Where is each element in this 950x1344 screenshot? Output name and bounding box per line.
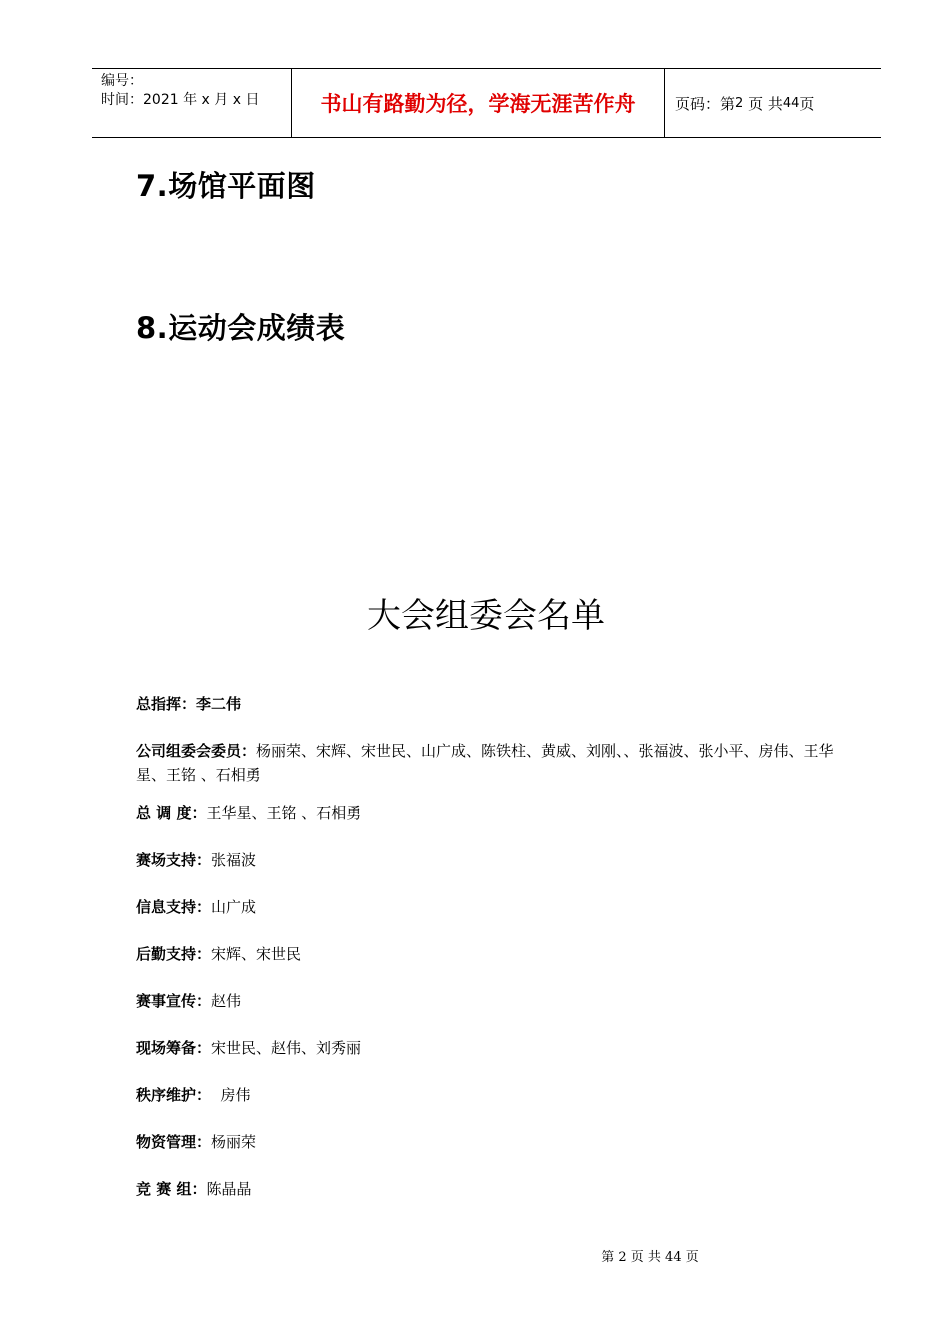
entry-commander [136, 692, 856, 716]
time-year: 2021 [143, 92, 179, 108]
entry-dispatch [136, 801, 856, 825]
entry-value: 山广成 [211, 898, 257, 916]
page-mid: 页 共 [748, 94, 783, 113]
entry-value: 李二伟 [196, 695, 242, 713]
section-heading-8: 8.运动会成绩表 [136, 311, 346, 345]
entry-value: 宋辉、宋世民 [211, 945, 302, 963]
entry-label: 赛事宣传： [136, 992, 212, 1010]
page-total: 44 [782, 95, 800, 111]
number-label: 编号： [101, 73, 143, 89]
header-page-number [665, 69, 881, 137]
entry-value: 杨丽荣 [211, 1133, 257, 1151]
entry-materials [136, 1130, 856, 1154]
page-header [92, 68, 881, 138]
entry-venue-support [136, 848, 856, 872]
entry-value: 陈晶晶 [206, 1180, 252, 1198]
page-footer: 第 2 页 共 44 页 [601, 1250, 699, 1265]
time-rest: 年 x 月 x 日 [178, 92, 260, 108]
time-prefix: 时间： [101, 92, 143, 108]
entry-site-preparation [136, 1036, 856, 1060]
entry-label: 总 调 度： [136, 804, 207, 822]
entry-label: 赛场支持： [136, 851, 212, 869]
entry-label: 后勤支持： [136, 945, 212, 963]
entry-label: 秩序维护： [136, 1086, 212, 1104]
entry-label: 信息支持： [136, 898, 212, 916]
page-prefix: 页码：第 [675, 94, 736, 113]
entry-label: 总指挥： [136, 695, 197, 713]
entry-label: 竞 赛 组： [136, 1180, 207, 1198]
entry-publicity [136, 989, 856, 1013]
entry-order-maintenance [136, 1083, 856, 1107]
entry-value: 赵伟 [211, 992, 242, 1010]
entry-value: 杨丽荣、宋辉、宋世民、山广成、陈铁柱、黄威、刘刚、、张福波、张小平、房伟、王华星、王铭 、石相勇 [136, 742, 834, 784]
entry-logistics-support [136, 942, 856, 966]
entry-committee-members [136, 739, 856, 787]
entry-value: 张福波 [211, 851, 257, 869]
entry-label: 现场筹备： [136, 1039, 212, 1057]
entry-value: 王华星、王铭 、石相勇 [206, 804, 362, 822]
entry-label: 物资管理： [136, 1133, 212, 1151]
page-suffix: 页 [799, 94, 815, 113]
entry-label: 公司组委会委员： [136, 742, 257, 760]
entry-info-support [136, 895, 856, 919]
time-line [101, 91, 291, 110]
page-title: 大会组委会名单 [367, 596, 605, 636]
entry-value: 宋世民、赵伟、刘秀丽 [211, 1039, 362, 1057]
header-motto: 书山有路勤为径，学海无涯苦作舟 [292, 69, 665, 137]
section-heading-7: 7.场馆平面图 [136, 169, 316, 203]
entry-competition-group [136, 1177, 856, 1201]
page-current: 2 [735, 95, 744, 111]
entry-value: 房伟 [211, 1086, 251, 1104]
header-info-cell [92, 69, 292, 137]
